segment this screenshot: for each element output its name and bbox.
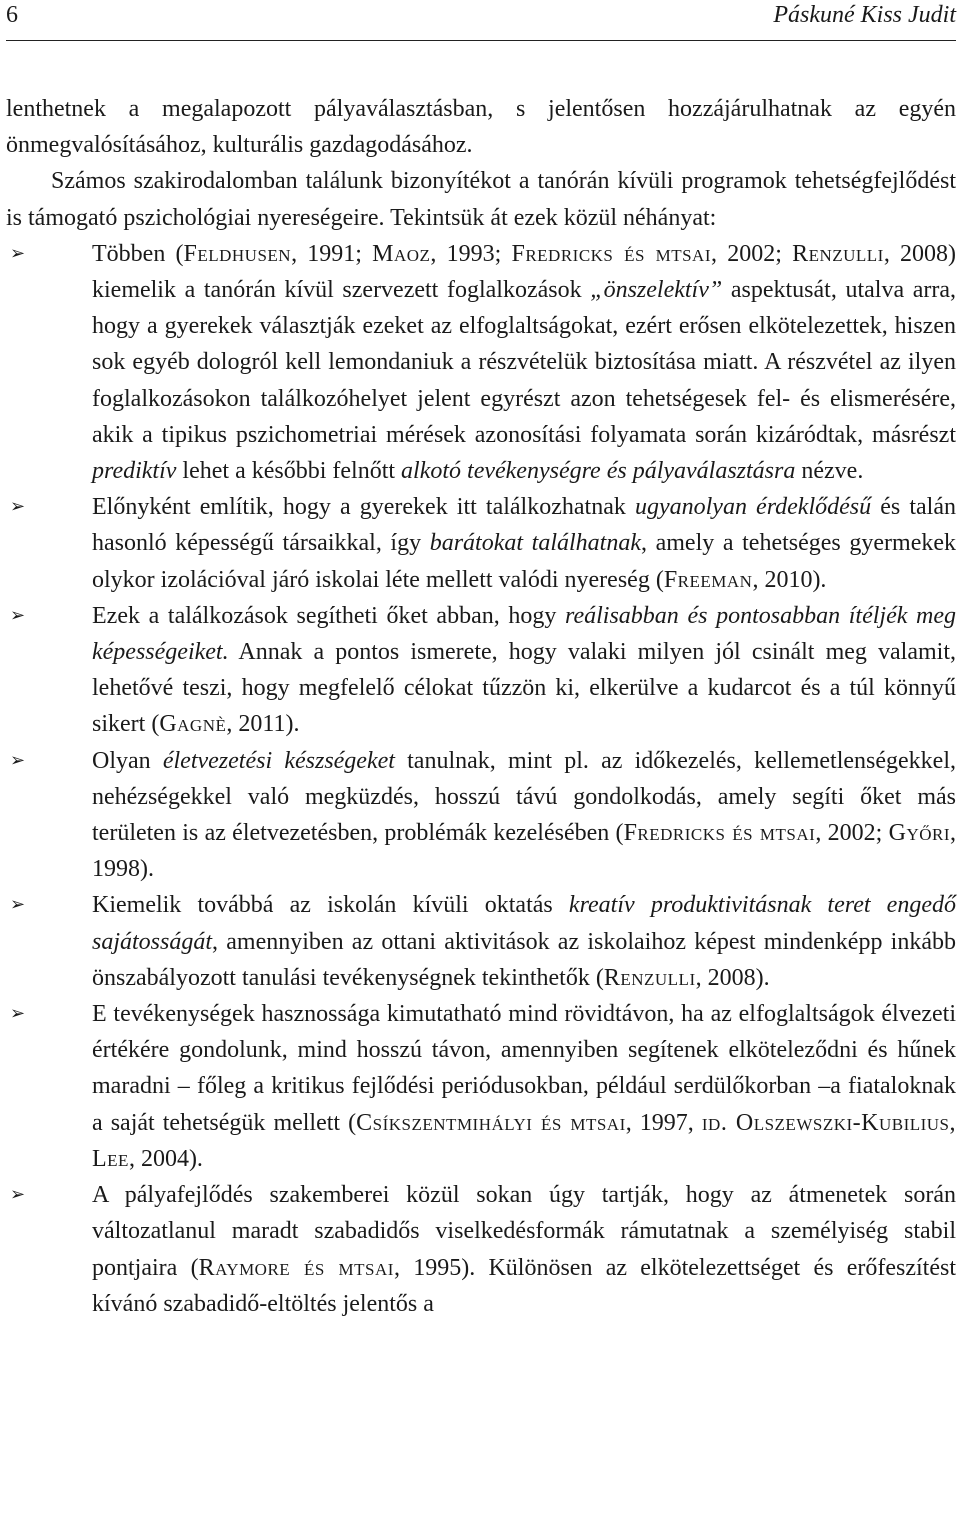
citation-author: Feldhusen [183, 240, 292, 267]
arrowhead-bullet-icon: ➢ [10, 749, 26, 771]
arrowhead-bullet-icon: ➢ [10, 496, 26, 518]
citation-author: Maoz [372, 240, 431, 267]
paragraph-intro: Számos szakirodalomban találunk bizonyítékot a tanórán kívüli programok tehetségfejlődést is támogató pszichológiai nyereségeire. Tekintsük át ezek közül néhányat: [6, 168, 956, 231]
citation-author: Renzulli [792, 240, 884, 267]
list-item: ➢ Előnyként említik, hogy a gyerekek itt találkozhatnak ugyanolyan érdeklődésű és talán hasonló képességű társaikkal, így barátokat találhatnak, amely a tehetséges gyermekek olykor izolációval járó iskolai léte mellett valódi nyereség (Freeman, 2010). [6, 489, 956, 598]
emphasis: prediktív [92, 458, 177, 485]
bullet-list [6, 236, 956, 1322]
running-head-author: Páskuné Kiss Judit [773, 2, 956, 28]
emphasis: alkotó tevékenységre és pályaválasztásra [401, 458, 796, 485]
citation-author: Fredricks és mtsai [623, 820, 816, 847]
citation-author: Győri [888, 820, 950, 847]
arrowhead-bullet-icon: ➢ [10, 894, 26, 916]
page-number: 6 [6, 2, 18, 28]
body-text [6, 91, 956, 1322]
citation-author: Freeman [663, 566, 753, 593]
list-item: ➢ E tevékenységek hasznossága kimutatható mind rövidtávon, ha az elfoglaltságok élvezeti értékére gondolunk, mind hosszú távon, amennyiben segítenek elköteleződni és hűnek maradni – főleg a kritikus fejlődési periódusokban, például serdülőkorban –a fiataloknak a saját tehetségük mellett (Csíkszentmihályi és mtsai, 1997, id. Olszewszki-Kubilius, Lee, 2004). [6, 996, 956, 1177]
citation-author: Renzulli [603, 964, 696, 991]
arrowhead-bullet-icon: ➢ [10, 242, 26, 264]
emphasis: életvezetési készségeket [162, 747, 395, 774]
emphasis: barátokat találhatnak [429, 530, 641, 557]
list-item: ➢ Olyan életvezetési készségeket tanulnak, mint pl. az időkezelés, kellemetlenségekkel, nehézségekkel való megküzdés, hosszú távú gondolkodás, amely segíti őket más területen is az életvezetésben, problémák kezelésében (Fredricks és mtsai, 2002; Győri, 1998). [6, 743, 956, 888]
running-header [6, 0, 956, 41]
citation-author: Raymore és mtsai [198, 1254, 394, 1281]
citation-author: Csíkszentmihályi és mtsai [356, 1109, 626, 1136]
list-item: ➢ Ezek a találkozások segítheti őket abban, hogy reálisabban és pontosabban ítéljék meg képességeiket. Annak a pontos ismerete, hogy valaki milyen jól csinált meg valamit, lehetővé teszi, hogy megfelelő célokat tűzzön ki, elkerülve a kudarcot és a túl könnyű sikert (Gagnè, 2011). [6, 598, 956, 743]
emphasis: reálisabban és pontosabban ítéljék meg képességeiket. [92, 602, 957, 666]
list-item: ➢ A pályafejlődés szakemberei közül sokan úgy tartják, hogy az átmenetek során változatlanul maradt szabadidős viselkedésformák rámutatnak a személyiség stabil pontjaira (Raymore és mtsai, 1995). Különösen az elkötelezettséget és erőfeszítést kívánó szabadidő-eltöltés jelentős a [6, 1177, 956, 1322]
paragraph-continued: lenthetnek a megalapozott pályaválasztásban, s jelentősen hozzájárulhatnak az egyén önmegvalósításához, kulturális gazdagodásához. [6, 96, 956, 159]
citation-author: Gagnè [159, 711, 227, 738]
emphasis: „önszelektív” [590, 277, 723, 304]
arrowhead-bullet-icon: ➢ [10, 604, 26, 626]
citation-author: Fredricks és mtsai [511, 240, 711, 267]
arrowhead-bullet-icon: ➢ [10, 1184, 26, 1206]
list-item: ➢ Többen (Feldhusen, 1991; Maoz, 1993; Fredricks és mtsai, 2002; Renzulli, 2008) kiemelik a tanórán kívül szervezett foglalkozások „önszelektív” aspektusát, utalva arra, hogy a gyerekek választják ezeket az elfoglaltságokat, ezért erősen elkötelezettek, hiszen sok egyéb dologról kell lemondaniuk a részvételük biztosítása miatt. A részvétel az ilyen foglalkozásokon találkozóhelyet jelent egyrészt azon tehetségesek fel- és elismerésére, akik a tipikus pszichometriai mérések azonosítási folyamata során kizáródtak, másrészt prediktív lehet a későbbi felnőtt alkotó tevékenységre és pályaválasztásra nézve. [6, 236, 956, 489]
emphasis: ugyanolyan érdeklődésű [634, 494, 872, 521]
emphasis: kreatív produktivitásnak teret engedő sajátosságát [92, 892, 956, 955]
list-item: ➢ Kiemelik továbbá az iskolán kívüli oktatás kreatív produktivitásnak teret engedő sajátosságát, amennyiben az ottani aktivitások az iskolaihoz képest mindenképp inkább önszabályozott tanulási tevékenységnek tekinthetők (Renzulli, 2008). [6, 887, 956, 996]
arrowhead-bullet-icon: ➢ [10, 1003, 26, 1025]
citation-author: id. Olszewszki-Kubilius, Lee [92, 1109, 957, 1172]
